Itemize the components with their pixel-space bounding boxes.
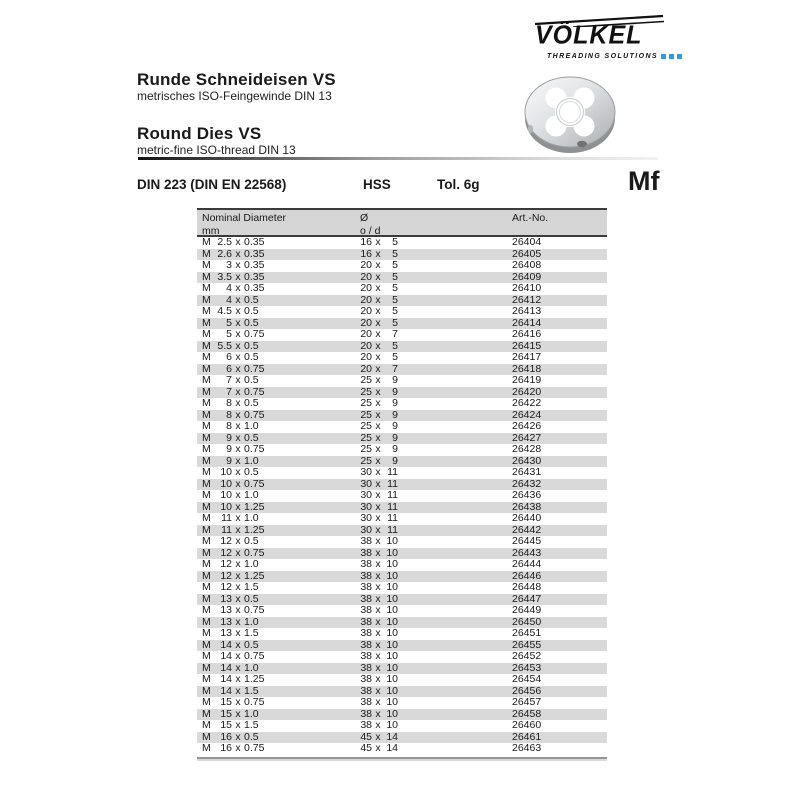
diameter-cell: 38 x 10: [360, 615, 398, 628]
tolerance-label: Tol. 6g: [437, 177, 480, 192]
diameter-cell: 38 x 10: [360, 627, 398, 639]
diameter-cell: 16 x 5: [360, 236, 398, 248]
art-no-cell: 26414: [512, 316, 542, 329]
size-cell: M 13 x 0.5: [202, 592, 259, 605]
diameter-cell: 20 x 5: [360, 293, 398, 306]
title-english: Round Dies VS: [137, 124, 262, 143]
art-no-cell: 26416: [512, 328, 542, 340]
diameter-cell: 38 x 10: [360, 546, 398, 559]
art-no-cell: 26420: [512, 385, 542, 398]
diameter-cell: 38 x 10: [360, 650, 398, 662]
size-cell: M 12 x 1.25: [202, 569, 265, 582]
art-no-cell: 26460: [512, 719, 542, 731]
art-no-cell: 26430: [512, 454, 542, 467]
art-no-cell: 26440: [512, 512, 542, 524]
diameter-cell: 25 x 9: [360, 443, 398, 455]
diameter-cell: 38 x 10: [360, 719, 398, 731]
diameter-cell: 20 x 5: [360, 270, 398, 283]
brand-name: VÖLKEL: [535, 20, 643, 50]
brand-tagline: THREADING SOLUTIONS: [547, 53, 658, 60]
diameter-cell: 30 x 11: [360, 523, 398, 536]
art-no-cell: 26444: [512, 558, 542, 570]
diameter-cell: 20 x 5: [360, 351, 398, 363]
size-cell: M 9 x 0.75: [202, 443, 265, 455]
diameter-cell: 16 x 5: [360, 247, 398, 260]
diameter-cell: 38 x 10: [360, 707, 398, 720]
diameter-cell: 25 x 9: [360, 454, 398, 467]
art-no-cell: 26409: [512, 270, 542, 283]
accent-square-icon: [661, 54, 666, 59]
accent-square-icon: [669, 54, 674, 59]
round-die-product-photo: [521, 71, 619, 157]
diameter-cell: 20 x 5: [360, 282, 398, 294]
size-cell: M 2.5 x 0.35: [202, 236, 265, 248]
size-cell: M 14 x 1.5: [202, 684, 259, 697]
size-cell: M 8 x 0.5: [202, 397, 259, 409]
table-body: [197, 237, 607, 755]
din-standard-label: DIN 223 (DIN EN 22568): [137, 177, 287, 192]
col-header-od-unit: o / d: [360, 225, 381, 237]
art-no-cell: 26426: [512, 420, 542, 432]
size-cell: M 3 x 0.35: [202, 259, 265, 271]
size-cell: M 14 x 1.25: [202, 673, 265, 685]
size-cell: M 13 x 0.75: [202, 604, 265, 616]
art-no-cell: 26424: [512, 408, 542, 421]
size-cell: M 7 x 0.5: [202, 374, 259, 386]
art-no-cell: 26405: [512, 247, 542, 260]
size-cell: M 2.6 x 0.35: [202, 247, 265, 260]
art-no-cell: 26454: [512, 673, 542, 685]
size-cell: M 5 x 0.75: [202, 328, 265, 340]
size-cell: M 5.5 x 0.5: [202, 339, 259, 352]
diameter-cell: 30 x 11: [360, 466, 398, 478]
diameter-cell: 25 x 9: [360, 408, 398, 421]
size-cell: M 5 x 0.5: [202, 316, 259, 329]
size-cell: M 6 x 0.75: [202, 362, 265, 375]
size-cell: M 3.5 x 0.35: [202, 270, 265, 283]
size-cell: M 12 x 0.5: [202, 535, 259, 547]
size-cell: M 14 x 0.75: [202, 650, 265, 662]
art-no-cell: 26417: [512, 351, 542, 363]
art-no-cell: 26443: [512, 546, 542, 559]
col-header-nominal-diameter: Nominal Diameter: [202, 212, 287, 224]
art-no-cell: 26447: [512, 592, 542, 605]
size-cell: M 4 x 0.35: [202, 282, 265, 294]
section-divider: [138, 157, 658, 160]
size-cell: M 16 x 0.75: [202, 742, 265, 754]
size-cell: M 4 x 0.5: [202, 293, 259, 306]
size-cell: M 8 x 0.75: [202, 408, 265, 421]
art-no-cell: 26452: [512, 650, 542, 662]
art-no-cell: 26455: [512, 638, 542, 651]
art-no-cell: 26448: [512, 581, 542, 593]
table-row: [197, 743, 607, 755]
dies-table: [197, 208, 607, 761]
table-footer-strip: [197, 757, 607, 761]
size-cell: M 11 x 1.0: [202, 512, 259, 524]
brand-tagline-row: [547, 53, 682, 60]
diameter-cell: 38 x 10: [360, 604, 398, 616]
size-cell: M 10 x 0.75: [202, 477, 265, 490]
accent-square-icon: [677, 54, 682, 59]
diameter-cell: 45 x 14: [360, 742, 398, 754]
size-cell: M 10 x 1.0: [202, 489, 259, 501]
art-no-cell: 26415: [512, 339, 542, 352]
col-header-art-no: Art.-No.: [512, 212, 549, 224]
diameter-cell: 20 x 5: [360, 316, 398, 329]
size-cell: M 11 x 1.25: [202, 523, 265, 536]
size-cell: M 4.5 x 0.5: [202, 305, 259, 317]
subtitle-english: metric-fine ISO-thread DIN 13: [137, 143, 296, 157]
diameter-cell: 38 x 10: [360, 558, 398, 570]
size-cell: M 12 x 1.5: [202, 581, 259, 593]
size-cell: M 9 x 0.5: [202, 431, 259, 444]
art-no-cell: 26413: [512, 305, 542, 317]
art-no-cell: 26450: [512, 615, 542, 628]
diameter-cell: 25 x 9: [360, 420, 398, 432]
diameter-cell: 20 x 7: [360, 328, 398, 340]
diameter-cell: 30 x 11: [360, 512, 398, 524]
size-cell: M 9 x 1.0: [202, 454, 259, 467]
col-header-mm-unit: mm: [202, 225, 220, 237]
size-cell: M 14 x 0.5: [202, 638, 259, 651]
col-header-outer-diameter: Ø: [360, 212, 369, 224]
art-no-cell: 26463: [512, 742, 542, 754]
art-no-cell: 26422: [512, 397, 542, 409]
diameter-cell: 38 x 10: [360, 535, 398, 547]
diameter-cell: 38 x 10: [360, 592, 398, 605]
size-cell: M 10 x 1.25: [202, 500, 265, 513]
diameter-cell: 38 x 10: [360, 581, 398, 593]
size-cell: M 15 x 0.75: [202, 696, 265, 708]
art-no-cell: 26431: [512, 466, 542, 478]
size-cell: M 15 x 1.0: [202, 707, 259, 720]
page-titles: [137, 70, 497, 178]
diameter-cell: 38 x 10: [360, 569, 398, 582]
diameter-cell: 30 x 11: [360, 500, 398, 513]
diameter-cell: 20 x 5: [360, 305, 398, 317]
art-no-cell: 26412: [512, 293, 542, 306]
size-cell: M 12 x 1.0: [202, 558, 259, 570]
art-no-cell: 26419: [512, 374, 542, 386]
size-cell: M 15 x 1.5: [202, 719, 259, 731]
subtitle-german: metrisches ISO-Feingewinde DIN 13: [137, 89, 332, 103]
size-cell: M 10 x 0.5: [202, 466, 259, 478]
diameter-cell: 25 x 9: [360, 397, 398, 409]
art-no-cell: 26453: [512, 661, 542, 674]
art-no-cell: 26449: [512, 604, 542, 616]
size-cell: M 16 x 0.5: [202, 730, 259, 743]
diameter-cell: 25 x 9: [360, 431, 398, 444]
table-header: [197, 208, 607, 237]
art-no-cell: 26451: [512, 627, 542, 639]
art-no-cell: 26418: [512, 362, 542, 375]
diameter-cell: 30 x 11: [360, 489, 398, 501]
size-cell: M 8 x 1.0: [202, 420, 259, 432]
art-no-cell: 26408: [512, 259, 542, 271]
diameter-cell: 38 x 10: [360, 661, 398, 674]
voelkel-logo: [533, 13, 667, 65]
art-no-cell: 26461: [512, 730, 542, 743]
size-cell: M 14 x 1.0: [202, 661, 259, 674]
art-no-cell: 26445: [512, 535, 542, 547]
material-label: HSS: [363, 177, 391, 192]
thread-type-label: Mf: [628, 166, 660, 196]
diameter-cell: 45 x 14: [360, 730, 398, 743]
size-cell: M 6 x 0.5: [202, 351, 259, 363]
art-no-cell: 26436: [512, 489, 542, 501]
art-no-cell: 26446: [512, 569, 542, 582]
diameter-cell: 38 x 10: [360, 696, 398, 708]
diameter-cell: 20 x 5: [360, 339, 398, 352]
art-no-cell: 26432: [512, 477, 542, 490]
size-cell: M 13 x 1.5: [202, 627, 259, 639]
art-no-cell: 26438: [512, 500, 542, 513]
art-no-cell: 26442: [512, 523, 542, 536]
diameter-cell: 30 x 11: [360, 477, 398, 490]
diameter-cell: 38 x 10: [360, 638, 398, 651]
size-cell: M 13 x 1.0: [202, 615, 259, 628]
art-no-cell: 26427: [512, 431, 542, 444]
art-no-cell: 26410: [512, 282, 542, 294]
art-no-cell: 26458: [512, 707, 542, 720]
diameter-cell: 38 x 10: [360, 684, 398, 697]
diameter-cell: 25 x 9: [360, 385, 398, 398]
diameter-cell: 25 x 9: [360, 374, 398, 386]
art-no-cell: 26428: [512, 443, 542, 455]
diameter-cell: 20 x 5: [360, 259, 398, 271]
diameter-cell: 20 x 7: [360, 362, 398, 375]
art-no-cell: 26457: [512, 696, 542, 708]
diameter-cell: 38 x 10: [360, 673, 398, 685]
title-german: Runde Schneideisen VS: [137, 70, 336, 89]
art-no-cell: 26404: [512, 236, 542, 248]
size-cell: M 7 x 0.75: [202, 385, 265, 398]
size-cell: M 12 x 0.75: [202, 546, 265, 559]
art-no-cell: 26456: [512, 684, 542, 697]
